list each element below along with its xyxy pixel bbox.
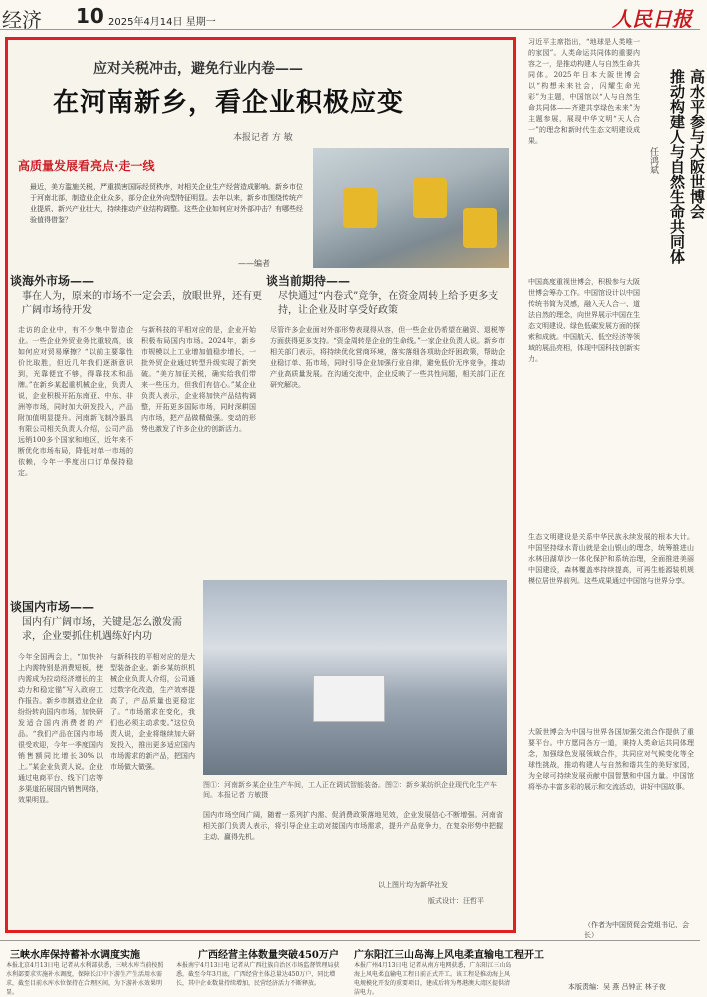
section-deck: 事在人为，原来的市场不一定会丢，放眼世界，还有更广阔市场待开发 <box>22 291 262 316</box>
commentary-column <box>524 37 706 939</box>
layout-editor: 版式设计：汪哲平 <box>428 897 484 905</box>
body-column: 国内市场空间广阔，随着一系列扩内需、促消费政策落地见效，企业发展信心不断增强。河南省相关部门负责人表示，将引导企业主动对接国内市场需求，提升产品竞争力，在复杂形势中把握主动、赢得先机。 <box>203 811 503 841</box>
section-name: 经济 <box>2 8 42 32</box>
section-title: 谈国内市场—— <box>10 600 95 614</box>
topic-tag: 高质量发展看亮点·走一线 <box>18 159 155 173</box>
commentary-body: 生态文明建设是关系中华民族永续发展的根本大计。中国坚持绿水青山就是金山银山的理念，统筹推进山水林田湖草沙一体化保护和系统治理，全面推进美丽中国建设，森林覆盖率持续提高，可再生能源装机规模位居世界前列。这些成果通过中国馆与世界分享。 <box>528 533 694 585</box>
body-column: 与新科技的平相对应的是大型装备企业。新乡某纺织机械企业负责人介绍，公司通过数字化改造，生产效率提高了，产品质量也更稳定了。“市场需求在变化，我们也必须主动求变。”这位负责人说，企业将继续加大研发投入，推出更多适应国内市场需求的新产品，把国内市场做大做强。 <box>110 653 195 771</box>
body-column: 今年全国两会上，“加快补上内需特别是消费短板，使内需成为拉动经济增长的主动力和稳定锚”写入政府工作报告。新乡市制造业企业纷纷转向国内市场，加快研发适合国内消费者的产品。“我们产品在国内市场很受欢迎，今年一季度国内销售额同比增长30%以上。”某企业负责人说。企业通过电商平台、线下门店等多渠道拓展国内销售网络，效果明显。 <box>18 653 103 804</box>
section-title: 谈当前期待—— <box>266 274 351 288</box>
commentary-body: 大阪世博会为中国与世界各国加强交流合作提供了重要平台。中方愿同各方一道，秉持人类命运共同体理念，加强绿色发展领域合作，共同应对气候变化等全球性挑战，推动构建人与自然和谐共生的美好家园，为全球可持续发展贡献中国智慧和中国力量。中国馆将举办丰富多彩的展示和交流活动，讲好中国故事。 <box>528 728 694 791</box>
header-rule <box>0 29 700 30</box>
commentary-title-line: 推动构建人与自然生命共同体 <box>668 69 686 264</box>
textile-photo <box>203 580 507 775</box>
lede-sign: ——编者 <box>238 259 270 268</box>
issue-date: 2025年4月14日 星期一 <box>108 17 216 28</box>
lede: 最近，美方滥施关税，严重损害国际经贸秩序，对相关企业生产经营造成影响。新乡市位于河南北部，制造业企业众多，部分企业外向型特征明显。去年以来，新乡市围绕传统产业提质、新兴产业壮大，持续推动产业结构调整。这些企业如何应对外部冲击？有哪些经验值得借鉴？ <box>30 183 303 224</box>
brief-body: 本报南宁4月13日电 记者从广西壮族自治区市场监督管理局获悉，截至今年3月底，广西经营主体总量达450万户，同比增长，其中企业数量持续增加，民营经济活力不断释放。 <box>176 962 340 987</box>
brief-title: 广东阳江三山岛海上风电柔直输电工程开工 <box>354 950 544 961</box>
section-title: 谈海外市场—— <box>10 274 95 288</box>
headline: 在河南新乡，看企业积极应变 <box>53 88 405 118</box>
kicker: 应对关税冲击，避免行业内卷—— <box>93 61 303 77</box>
brief-title: 三峡水库保持蓄补水调度实施 <box>10 950 140 961</box>
robot-arm-icon <box>463 208 497 248</box>
commentary-body: 中国高度重视世博会，积极参与大阪世博会筹办工作。中国馆设计以中国传统书简为灵感，融入天人合一、道法自然的理念，向世界展示中国在生态文明建设、绿色低碳发展方面的探索和成就。中国航天、低空经济等领域的展品亮相，体现中国科技创新实力。 <box>528 278 640 363</box>
body-column: 与新科技的平相对应的是，企业开始积极布局国内市场。2024年，新乡市规模以上工业增加值稳步增长，一批外贸企业通过转型升级实现了新突破。“美方加征关税，确实给我们带来一些压力，但我们有信心。”某企业负责人表示，企业将加快产品结构调整，开拓更多国际市场，同时深耕国内市场，把产品做精做强。变动的形势也激发了许多企业的创新活力。 <box>141 326 256 433</box>
commentary-title-line: 高水平参与大阪世博会 <box>688 69 706 219</box>
commentary-author: 任鸿斌 <box>648 147 658 174</box>
brief-body: 本报广州4月13日电 记者从南方电网获悉，广东阳江三山岛海上风电柔直输电工程日前正式开工。该工程是推动海上风电规模化开发的重要项目，建成后将为粤港澳大湾区提供清洁电力。 <box>354 962 512 996</box>
section-deck: 尽快通过“内卷式”竞争，在资金周转上给予更多支持，让企业及时享受好政策 <box>278 291 499 316</box>
page-editors: 本版责编：吴 燕 吕钟正 林子夜 <box>568 983 666 991</box>
byline: 本报记者 方 敏 <box>233 133 293 143</box>
body-column: 走访的企业中，有不少集中智造企业。一些企业外贸业务比重较高，该如何应对贸易摩擦？“以前主要靠性价比取胜，但近几年我们逐渐意识到，光靠便宜不够，得靠技术和品牌。”在新乡某起重机械企业，负责人说，企业积极开拓东南亚、中东、非洲等市场，同时加大研发投入，产品附加值明显提升。河南新飞制冷器具有限公司相关负责人介绍，公司产品远销100多个国家和地区，近年来不断优化市场布局，降低对单一市场的依赖，今年一季度出口订单保持稳定。 <box>18 326 133 477</box>
brief-body: 本报北京4月13日电 记者从水利部获悉，三峡水库当前按照水利部要求实施补水调度，保障长江中下游生产生活用水需求，截至目前水库水位保持在合理区间，为下游补水效果明显。 <box>6 962 164 996</box>
photo-caption: 图①：河南新乡某企业生产车间，工人正在调试智能装备。图②：新乡某纺织企业现代化生产车间。本报记者 方敏摄 <box>203 781 497 799</box>
brief-title: 广西经营主体数量突破450万户 <box>198 950 339 961</box>
commentary-body: 习近平主席指出，“地球是人类唯一的家园”。人类命运共同体的重要内容之一，是推动构建人与自然生命共同体。2025年日本大阪世博会以“构想未来社会，闪耀生命光彩”为主题，中国馆以“人与自然生命共同体——齐建共享绿色未来”为主题参展，展现中华文明“天人合一”的理念和新时代生态文明建设成果。 <box>528 38 640 145</box>
photo-credit: 以上图片均为新华社发 <box>378 881 448 889</box>
feature-article <box>5 37 516 933</box>
commentary-title <box>667 69 707 264</box>
body-column: 尽管许多企业面对外部形势表现得从容，但一些企业仍希望在融资、退税等方面获得更多支持。“资金周转是企业的生命线。”一家企业负责人说。新乡市相关部门表示，将持续优化营商环境，落实落细各项助企纾困政策，帮助企业稳订单、拓市场，同时引导企业加强行业自律，避免低价无序竞争，推动产业高质量发展。在沟通交流中，企业反映了一些共性问题，相关部门正在研究解决。 <box>270 326 505 389</box>
robot-arm-icon <box>413 178 447 218</box>
newspaper-logo: 人民日报 <box>612 7 692 31</box>
page-header <box>0 0 700 30</box>
agv-cart-icon <box>313 675 385 722</box>
page-number: 10 <box>76 4 104 28</box>
robot-arm-icon <box>343 188 377 228</box>
factory-photo <box>313 148 509 268</box>
author-note: （作者为中国贸促会党组书记、会长） <box>584 921 689 939</box>
section-deck: 国内有广阔市场，关键是怎么激发需求，企业要抓住机遇练好内功 <box>22 617 182 642</box>
